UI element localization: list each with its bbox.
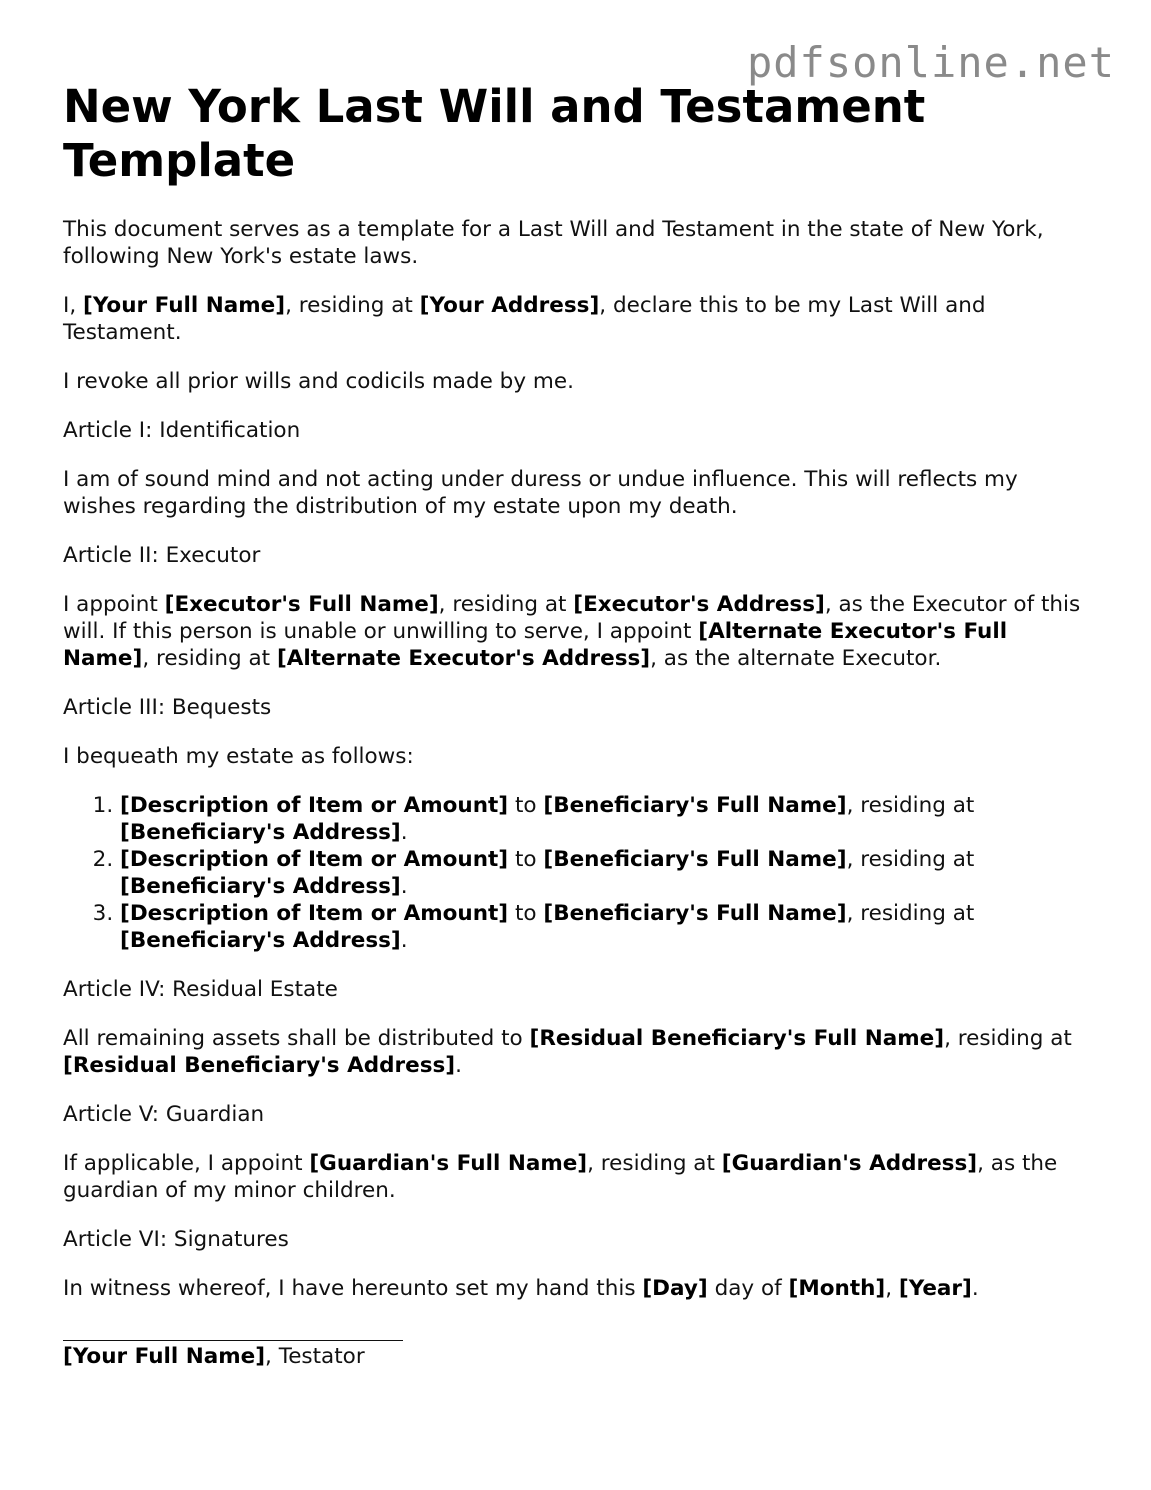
declaration-text: , residing at: [285, 293, 420, 318]
signature-role: , Testator: [265, 1344, 365, 1369]
executor-address-placeholder: [Executor's Address]: [573, 592, 825, 617]
guardian-address-placeholder: [Guardian's Address]: [721, 1151, 978, 1176]
declaration-text: I,: [63, 293, 84, 318]
testator-address-placeholder: [Your Address]: [419, 293, 600, 318]
executor-name-placeholder: [Executor's Full Name]: [164, 592, 439, 617]
beneficiary-address-placeholder: [Beneficiary's Address]: [120, 820, 401, 845]
bequest-list: [63, 792, 1093, 954]
article-6-fragment: ,: [885, 1276, 899, 1301]
article-5-fragment: , residing at: [587, 1151, 722, 1176]
article-6-heading: Article VI: Signatures: [63, 1227, 289, 1252]
article-5-heading: Article V: Guardian: [63, 1102, 265, 1127]
article-2-text: [63, 591, 1093, 672]
year-placeholder: [Year]: [898, 1276, 972, 1301]
bequest-item: [120, 792, 1093, 846]
article-5-fragment: , as the guardian of my minor children.: [63, 1151, 1058, 1203]
beneficiary-name-placeholder: [Beneficiary's Full Name]: [543, 847, 847, 872]
alt-executor-address-placeholder: [Alternate Executor's Address]: [276, 646, 651, 671]
bequest-text: .: [400, 820, 408, 845]
document-page: [63, 80, 1093, 1370]
article-6-fragment: In witness whereof, I have hereunto set my hand this: [63, 1276, 643, 1301]
testator-name-placeholder: [Your Full Name]: [83, 293, 286, 318]
declaration-text: , declare this to be my Last Will and Testament.: [63, 293, 986, 345]
alt-executor-name-placeholder: [Alternate Executor's Full Name]: [63, 619, 1008, 671]
article-4-fragment: , residing at: [944, 1026, 1072, 1051]
bequest-text: to: [508, 793, 544, 818]
beneficiary-name-placeholder: [Beneficiary's Full Name]: [543, 901, 847, 926]
article-2-fragment: , residing at: [142, 646, 277, 671]
article-6-text: [63, 1275, 1093, 1302]
article-2-fragment: , as the alternate Executor.: [650, 646, 942, 671]
article-2-fragment: , residing at: [438, 592, 574, 617]
beneficiary-name-placeholder: [Beneficiary's Full Name]: [543, 793, 847, 818]
item-placeholder: [Description of Item or Amount]: [120, 901, 509, 926]
bequest-text: .: [400, 874, 408, 899]
beneficiary-address-placeholder: [Beneficiary's Address]: [120, 928, 401, 953]
watermark: pdfsonline.net: [746, 38, 1115, 87]
item-placeholder: [Description of Item or Amount]: [120, 793, 509, 818]
bequest-text: , residing at: [846, 793, 975, 818]
article-6-fragment: .: [971, 1276, 979, 1301]
residual-beneficiary-address-placeholder: [Residual Beneficiary's Address]: [63, 1053, 456, 1078]
item-placeholder: [Description of Item or Amount]: [120, 847, 509, 872]
article-2-heading: Article II: Executor: [63, 543, 261, 568]
bequest-item: [120, 900, 1093, 954]
article-4-fragment: All remaining assets shall be distributed to: [63, 1026, 530, 1051]
bequest-text: to: [508, 901, 544, 926]
article-5-fragment: If applicable, I appoint: [63, 1151, 310, 1176]
residual-beneficiary-name-placeholder: [Residual Beneficiary's Full Name]: [529, 1026, 945, 1051]
article-2-fragment: , as the Executor of this will. If this person is unable or unwilling to serve, I appoint: [63, 592, 1081, 644]
article-3-heading: Article III: Bequests: [63, 695, 272, 720]
signature-caption: [63, 1343, 1093, 1370]
bequest-text: , residing at: [846, 901, 975, 926]
article-5-text: [63, 1150, 1093, 1204]
article-3-intro: I bequeath my estate as follows:: [63, 744, 414, 769]
bequest-text: to: [508, 847, 544, 872]
guardian-name-placeholder: [Guardian's Full Name]: [309, 1151, 588, 1176]
article-1-text: I am of sound mind and not acting under duress or undue influence. This will reflects my wishes regarding the distribution of my estate upon my death.: [63, 467, 1018, 519]
document-title: New York Last Will and Testament Template: [63, 80, 926, 187]
beneficiary-address-placeholder: [Beneficiary's Address]: [120, 874, 401, 899]
signature-name-placeholder: [Your Full Name]: [63, 1344, 266, 1369]
day-placeholder: [Day]: [642, 1276, 708, 1301]
bequest-text: .: [400, 928, 408, 953]
revocation-paragraph: I revoke all prior wills and codicils made by me.: [63, 369, 574, 394]
signature-line: [63, 1340, 403, 1341]
declaration-paragraph: [63, 292, 1093, 346]
article-6-fragment: day of: [707, 1276, 789, 1301]
article-4-fragment: .: [455, 1053, 462, 1078]
article-4-heading: Article IV: Residual Estate: [63, 977, 338, 1002]
article-2-fragment: I appoint: [63, 592, 165, 617]
article-4-text: [63, 1025, 1093, 1079]
bequest-text: , residing at: [846, 847, 975, 872]
month-placeholder: [Month]: [788, 1276, 886, 1301]
intro-paragraph: This document serves as a template for a Last Will and Testament in the state of New York, following New York's estate laws.: [63, 217, 1044, 269]
bequest-item: [120, 846, 1093, 900]
article-1-heading: Article I: Identification: [63, 418, 301, 443]
